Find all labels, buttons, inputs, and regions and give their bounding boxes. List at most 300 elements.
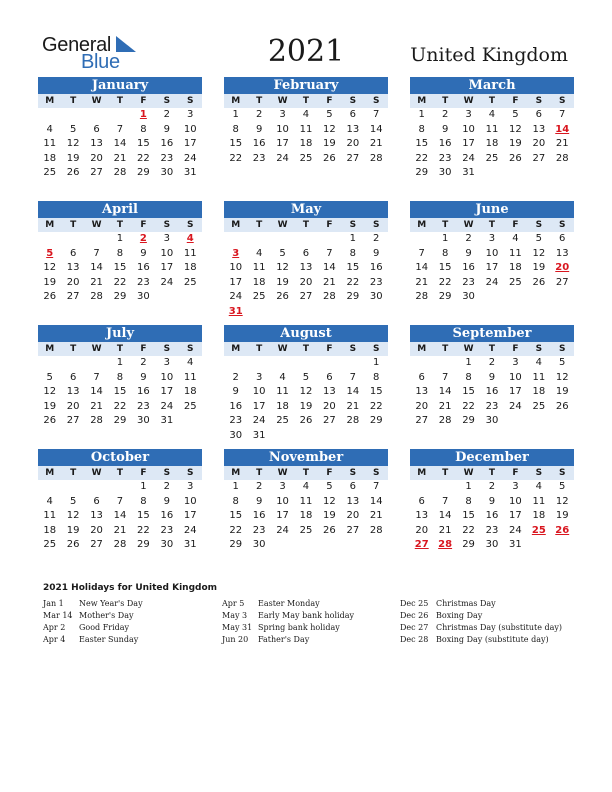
day-cell [247,305,270,320]
day-cell: 16 [485,510,499,522]
day-cell: 29 [369,415,383,427]
weekday-label: S [349,96,357,106]
weekday-label: T [442,468,449,478]
weekday-label: W [277,96,288,106]
month-title: May [224,201,388,218]
weekday-header [410,218,574,232]
day-cell: 10 [509,495,522,507]
day-cell: 24 [509,400,522,412]
day-cell: 25 [532,400,546,412]
day-cell: 20 [532,138,546,150]
week-row [38,261,202,276]
weekday-label: S [163,220,171,230]
day-cell: 29 [346,291,360,303]
day-cell: 11 [43,138,57,150]
day-cell: 28 [323,291,336,303]
day-cell: 27 [66,291,80,303]
week-row [410,166,574,181]
day-cell: 22 [137,152,150,164]
day-cell [271,356,294,371]
month-july [38,325,202,429]
day-cell: 17 [276,510,289,522]
day-cell: 2 [255,109,263,120]
month-title: July [38,325,202,342]
day-cell: 9 [488,371,496,383]
day-cell: 11 [485,123,499,135]
day-cell: 9 [255,495,263,507]
day-cell: 12 [66,510,80,522]
weekday-label: S [349,220,357,230]
day-cell [294,232,317,247]
weekday-label: W [463,96,474,106]
month-february [224,77,388,166]
day-cell: 31 [509,539,522,551]
week-row [224,480,388,495]
day-cell: 16 [252,138,266,150]
day-cell: 16 [137,262,150,274]
day-cell: 24 [160,400,174,412]
day-cell: 4 [255,247,263,259]
day-cell: 23 [485,524,499,536]
holiday-date: Apr 4 [43,635,66,644]
week-row [410,538,574,553]
day-cell: 8 [116,371,124,383]
day-cell: 28 [346,415,360,427]
day-cell: 17 [252,400,266,412]
day-cell: 11 [299,123,313,135]
holiday-name: Boxing Day (substitute day) [436,635,549,644]
day-cell: 24 [160,276,174,288]
weekday-label: M [45,220,55,230]
day-cell: 19 [43,400,57,412]
day-cell [341,305,364,320]
day-cell: 25 [183,276,197,288]
holiday-item [43,598,143,610]
day-cell: 14 [113,138,127,150]
day-cell: 10 [276,495,289,507]
day-cell: 9 [140,247,147,259]
week-row [38,509,202,524]
day-cell: 22 [415,152,429,164]
day-cell: 16 [252,510,266,522]
day-cell: 21 [323,276,336,288]
day-cell: 25 [43,167,57,179]
day-cell: 24 [252,415,266,427]
holiday-day-cell: 14 [555,123,570,135]
day-cell: 12 [323,123,336,135]
week-row [224,261,388,276]
day-cell: 7 [349,371,356,383]
day-cell: 25 [252,291,266,303]
week-row [224,123,388,138]
day-cell: 17 [183,138,197,150]
holiday-name: Spring bank holiday [258,623,340,632]
holiday-day-cell: 27 [414,539,429,551]
day-cell: 27 [346,524,360,536]
day-cell: 13 [323,386,336,398]
day-cell: 7 [326,247,333,259]
holiday-date: Dec 26 [400,611,429,620]
holiday-name: New Year's Day [79,599,143,608]
day-cell: 10 [229,262,243,274]
day-cell: 13 [346,495,360,507]
day-cell: 13 [299,262,313,274]
day-cell: 25 [299,152,313,164]
week-row [38,400,202,415]
week-row [224,356,388,371]
day-cell [85,356,108,371]
day-cell: 19 [555,510,569,522]
day-cell: 12 [509,123,522,135]
day-cell [38,108,61,123]
day-cell: 20 [415,400,429,412]
day-cell: 8 [116,247,124,259]
day-cell: 3 [465,109,472,120]
day-cell: 17 [509,386,522,398]
holiday-column [43,598,143,646]
weekday-label: S [373,344,380,354]
day-cell: 28 [113,167,127,179]
holiday-name: Easter Monday [258,599,320,608]
day-cell: 22 [462,524,475,536]
week-row [38,137,202,152]
day-cell: 17 [462,138,475,150]
day-cell: 18 [183,262,197,274]
day-cell [480,166,503,181]
day-cell: 6 [535,109,542,120]
holiday-date: Jan 1 [43,599,64,608]
weekday-label: T [302,344,310,354]
week-row [38,385,202,400]
day-cell: 14 [346,386,360,398]
day-cell: 5 [559,481,566,492]
day-cell: 14 [369,495,383,507]
weekday-header [38,342,202,356]
holiday-day-cell: 31 [228,305,243,317]
holiday-name: Easter Sunday [79,635,139,644]
day-cell: 11 [183,371,197,383]
weekday-label: T [256,220,263,230]
day-cell [527,166,550,181]
day-cell: 14 [90,262,103,274]
day-cell: 27 [323,415,336,427]
day-cell [61,108,84,123]
day-cell: 30 [369,291,383,303]
day-cell: 31 [462,167,475,179]
holidays-title: 2021 Holidays for United Kingdom [43,583,218,593]
month-november [224,449,388,553]
holiday-date: Apr 2 [43,623,66,632]
day-cell: 11 [299,495,313,507]
day-cell [527,290,550,305]
day-cell: 25 [43,539,57,551]
day-cell: 30 [485,539,499,551]
day-cell: 21 [415,276,429,288]
day-cell: 11 [509,247,522,259]
weekday-label: S [559,96,566,106]
day-cell [318,305,341,320]
week-row [410,290,574,305]
weekday-label: S [163,468,171,478]
day-cell [365,538,388,553]
month-title: January [38,77,202,94]
day-cell [410,232,433,247]
day-cell: 6 [69,371,77,383]
day-cell: 19 [66,152,80,164]
day-cell: 7 [441,495,449,507]
weekday-header [410,94,574,108]
week-row [410,371,574,386]
week-row [410,400,574,415]
day-cell: 13 [555,247,569,259]
day-cell: 18 [532,386,546,398]
holiday-date: May 31 [222,623,253,632]
weekday-label: W [277,468,288,478]
day-cell: 11 [183,247,197,259]
day-cell: 4 [187,357,194,368]
day-cell [410,356,433,371]
week-row [224,305,388,320]
week-row [224,538,388,553]
day-cell [294,538,317,553]
week-row [410,247,574,262]
weekday-label: F [326,96,333,106]
week-row [38,495,202,510]
month-september [410,325,574,429]
weekday-label: S [163,344,171,354]
day-cell: 13 [415,386,429,398]
day-cell: 23 [160,152,174,164]
day-cell [294,356,317,371]
weekday-label: W [91,220,102,230]
day-cell [527,538,550,553]
weekday-label: M [231,344,241,354]
day-cell: 4 [302,481,310,492]
day-cell: 1 [418,109,425,120]
day-cell: 1 [465,357,472,368]
week-row [224,429,388,444]
day-cell: 16 [160,138,174,150]
week-row [224,247,388,262]
day-cell: 7 [116,495,124,507]
day-cell: 26 [43,291,57,303]
weekday-label: M [231,220,241,230]
day-cell [294,429,317,444]
day-cell: 20 [66,400,80,412]
day-cell: 7 [116,123,124,135]
week-row [410,276,574,291]
day-cell: 26 [323,152,336,164]
day-cell: 28 [438,415,452,427]
day-cell: 3 [512,481,519,492]
weekday-label: M [417,344,427,354]
holiday-item [400,610,562,622]
month-title: June [410,201,574,218]
day-cell: 2 [373,233,380,244]
day-cell: 7 [93,371,100,383]
day-cell: 28 [90,415,103,427]
weekday-label: S [559,468,566,478]
day-cell: 28 [555,152,569,164]
week-row [38,123,202,138]
day-cell: 27 [532,152,546,164]
week-row [38,414,202,429]
day-cell: 10 [183,495,197,507]
day-cell: 11 [252,262,266,274]
day-cell: 23 [137,400,150,412]
day-cell: 8 [232,495,239,507]
holiday-item [400,598,562,610]
weekday-label: M [45,96,55,106]
weekday-label: S [559,220,566,230]
day-cell: 15 [137,510,150,522]
day-cell [247,356,270,371]
day-cell [551,538,574,553]
day-cell: 23 [252,524,266,536]
day-cell [271,538,294,553]
day-cell: 8 [140,123,147,135]
day-cell: 18 [276,400,289,412]
holiday-item [400,622,562,634]
day-cell: 26 [299,415,313,427]
day-cell: 24 [276,152,289,164]
day-cell: 26 [323,524,336,536]
day-cell: 21 [369,510,383,522]
day-cell: 6 [559,233,566,244]
day-cell: 21 [90,276,103,288]
day-cell: 13 [66,386,80,398]
weekday-label: F [326,468,333,478]
day-cell: 4 [535,357,542,368]
day-cell: 3 [488,233,496,244]
day-cell: 29 [113,291,127,303]
day-cell: 11 [43,510,57,522]
day-cell [85,480,108,495]
day-cell: 8 [373,371,380,383]
day-cell: 24 [462,152,475,164]
weekday-label: W [463,344,474,354]
week-row [410,356,574,371]
day-cell: 8 [140,495,147,507]
day-cell: 27 [66,415,80,427]
weekday-label: T [442,220,449,230]
day-cell: 12 [555,495,569,507]
day-cell: 29 [137,167,150,179]
day-cell: 18 [299,138,313,150]
day-cell: 15 [113,386,127,398]
day-cell: 27 [299,291,313,303]
day-cell: 15 [462,510,475,522]
day-cell: 7 [418,247,425,259]
day-cell: 26 [66,539,80,551]
month-title: December [410,449,574,466]
day-cell: 25 [276,415,289,427]
holiday-day-cell: 5 [46,247,54,259]
day-cell: 19 [66,524,80,536]
day-cell: 1 [116,233,124,244]
day-cell [504,290,527,305]
day-cell: 18 [509,262,522,274]
week-row [38,524,202,539]
day-cell: 5 [559,357,566,368]
country-name: United Kingdom [410,44,568,66]
day-cell: 15 [229,138,243,150]
day-cell: 26 [532,276,546,288]
month-may [224,201,388,320]
day-cell: 18 [183,386,197,398]
day-cell: 22 [369,400,383,412]
day-cell: 30 [160,167,174,179]
day-cell: 5 [326,109,333,120]
week-row [224,137,388,152]
day-cell: 16 [369,262,383,274]
day-cell: 12 [43,262,57,274]
page-title-year: 2021 [267,34,345,69]
day-cell: 10 [485,247,499,259]
day-cell: 1 [349,233,356,244]
day-cell: 29 [137,539,150,551]
day-cell [433,356,456,371]
holiday-day-cell: 4 [186,233,194,244]
day-cell: 22 [229,152,243,164]
holiday-name: Mother's Day [79,611,134,620]
day-cell: 15 [415,138,429,150]
day-cell: 3 [163,233,170,244]
day-cell: 27 [555,276,569,288]
day-cell: 14 [323,262,336,274]
day-cell: 9 [373,247,380,259]
day-cell: 2 [488,481,496,492]
holiday-date: May 3 [222,611,248,620]
weekday-label: T [70,220,77,230]
day-cell: 14 [438,510,452,522]
day-cell: 20 [66,276,80,288]
weekday-label: T [116,468,124,478]
week-row [38,166,202,181]
day-cell: 5 [302,371,310,383]
day-cell: 20 [299,276,313,288]
weekday-header [224,218,388,232]
day-cell: 23 [229,415,243,427]
day-cell: 29 [113,415,127,427]
holiday-name: Father's Day [258,635,310,644]
weekday-header [410,466,574,480]
weekday-label: T [116,96,124,106]
week-row [38,538,202,553]
day-cell [504,166,527,181]
week-row [224,152,388,167]
week-row [38,152,202,167]
weekday-label: M [45,468,55,478]
day-cell: 6 [418,495,425,507]
brand-blue-text: Blue [81,51,120,73]
day-cell [341,538,364,553]
weekday-label: T [302,96,310,106]
week-row [38,232,202,247]
day-cell: 15 [113,262,127,274]
day-cell: 12 [276,262,289,274]
day-cell: 20 [90,524,103,536]
day-cell: 13 [346,123,360,135]
day-cell: 19 [43,276,57,288]
weekday-label: W [277,344,288,354]
day-cell: 2 [140,357,147,368]
weekday-label: T [116,344,124,354]
day-cell: 9 [163,495,170,507]
day-cell [341,356,364,371]
day-cell: 14 [415,262,429,274]
weekday-label: T [256,468,263,478]
